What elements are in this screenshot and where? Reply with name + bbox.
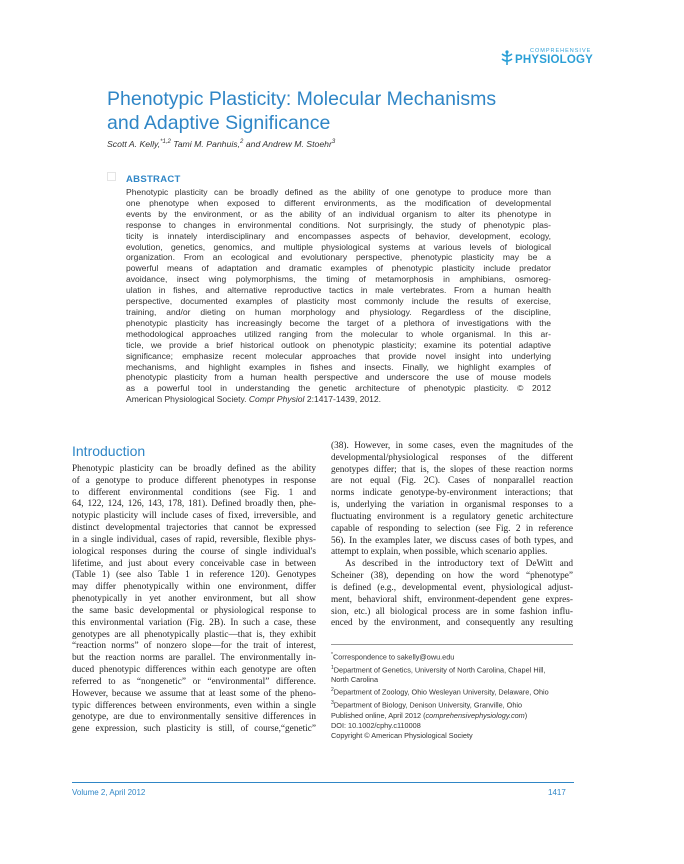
body-text-line: (38). However, in some cases, even the magnitudes of the (331, 441, 573, 451)
body-text-line: duced phenotypic differences within each genotype are often (72, 665, 316, 676)
abstract-line: ticle, we provide a brief historical outlook on phenotypic plasticity; examine its potential adaptive (126, 339, 551, 350)
paragraph-right-b (331, 559, 573, 630)
body-text-line: are not equal (Fig. 2C). Cases of nonparallel reaction (331, 476, 573, 487)
body-text-line: notypic plasticity will include cases of fixed, irreversible, and (72, 511, 316, 522)
body-text-line: As described in the introductory text of DeWitt and (345, 559, 573, 570)
footnote-doi: DOI: 10.1002/cphy.c110008 (331, 720, 421, 730)
body-text-line: genotypes are all phenotypically plastic—that is, they exhibit (72, 629, 316, 640)
author-list (107, 139, 335, 149)
body-text-line: the same basic developmental or physiological response to (72, 605, 316, 616)
footer-rule (72, 782, 574, 783)
body-text-line: may differ phenotypically within one environment, differ (72, 582, 316, 593)
abstract-line: ticity is innately interdisciplinary and encompasses aspects of behavior, development, ecology, (126, 230, 551, 241)
abstract-line: one phenotype when exposed to different environments, as the modification of developmental (126, 197, 551, 208)
body-text-line: is defined (e.g., developmental event, physiological adjust- (331, 582, 573, 593)
footnote-divider (331, 644, 573, 645)
footnote-affiliation-2: $^2$Department of Zoology, Ohio Wesleyan University, Delaware, Ohio (331, 687, 549, 697)
abstract-heading: ABSTRACT (126, 174, 181, 185)
abstract-line: methodological approaches utilized ranging from the molecular to whole organismal. In this ar- (126, 328, 551, 339)
body-text-line: 56). In the examples later, we discuss cases of both types, and (331, 535, 573, 546)
abstract-body (126, 187, 551, 405)
abstract-line: events by the environment, or as the ability of an individual organism to alter its phenotype in (126, 208, 551, 219)
section-heading-introduction: Introduction (72, 443, 146, 459)
footnote-correspondence: *Correspondence to sakelly@owu.edu (331, 652, 455, 662)
body-text-line: of a genotype to produce different phenotypes in response (72, 475, 316, 486)
body-text-line: 64, 122, 124, 126, 143, 178, 181). Defined broadly then, phe- (72, 499, 316, 510)
body-text-line: norms indicate genotype-by-environment interactions; that (331, 488, 573, 499)
author-affiliation-mark: 2 (240, 139, 244, 146)
abstract-line: response to changes in environmental conditions. Not surprisingly, the study of phenotypic plas- (126, 219, 551, 230)
abstract-line: powerful means of adaptation and dramatic examples of phenotypic plasticity include predator (126, 263, 551, 274)
body-text-line: Phenotypic plasticity can be broadly defined as the ability (72, 464, 316, 474)
footnote-affiliation-1: $^1$Department of Genetics, University of North Carolina, Chapel Hill, North Carolina (331, 664, 546, 685)
body-text-line: ment, behavioral shift, environment-dependent gene expres- (331, 594, 573, 605)
title-line: and Adaptive Significance (107, 112, 331, 134)
body-text-line: iological responses during the course of single individual's (72, 546, 316, 557)
journal-logo (500, 48, 680, 74)
body-text-line: lifetime, and just about every conceivable case in between (72, 558, 316, 569)
title-line: Phenotypic Plasticity: Molecular Mechanisms (107, 88, 497, 110)
abstract-line: American Physiological Society. Compr Physiol 2:1417-1439, 2012. (126, 394, 381, 405)
article-title (107, 87, 567, 135)
abstract-line: ulation in fishes, and alternative reproductive tactics in male vertebrates. From a human health (126, 285, 551, 296)
body-text-line: in a single individual, cases of rapid, reversible, flexible phys- (72, 534, 316, 545)
abstract-line: phenotypic plasticity has increasingly become the target of a plethora of investigations with the (126, 317, 551, 328)
body-text-line: enced by the environment, and consequently any resulting (331, 618, 573, 629)
body-text-line: to different environmental conditions (see Fig. 1 and (72, 487, 316, 498)
abstract-line: evolution, genetics, genomics, and multiple physiological systems at various levels of biological (126, 241, 551, 252)
abstract-line: significance; emphasize recent molecular approaches that provide novel insight into underlying (126, 350, 551, 361)
body-text-line: sion, etc.) all biological process are in some fashion influ- (331, 606, 573, 617)
body-text-line: developmental/physiological responses of the different (331, 452, 573, 463)
abstract-marker-icon (107, 172, 116, 181)
abstract-line: Phenotypic plasticity can be broadly defined as the ability of one genotype to produce more than (126, 187, 551, 197)
body-text-line: gene expression, such plasticity is still, of course,“genetic” (72, 724, 316, 735)
body-text-line: this environmental variation (Fig. 2B). In such a case, these (72, 617, 316, 628)
body-text-line: “reaction norms” of nonzero slope—for the trait of interest, (72, 641, 316, 652)
column-right (331, 441, 573, 630)
body-text-line: capable of responding to selection (see Fig. 2 in reference (331, 523, 573, 534)
body-text-line: Scheiner (38), depending on how the word “phenotype” (331, 571, 573, 582)
footnote-published: Published online, April 2012 (comprehensivephysiology.com) (331, 710, 528, 720)
body-text-line: However, because we assume that at least some of the pheno- (72, 688, 316, 699)
journal-logo-main: PHYSIOLOGY (515, 54, 594, 66)
author-affiliation-mark: *1,2 (160, 139, 171, 146)
column-left (72, 464, 316, 736)
abstract-line: phenotypic plasticity from a human health perspective and underscore the use of mouse models (126, 372, 551, 383)
abstract-line: perspective, documented examples of plasticity most commonly include the results of exercise, (126, 296, 551, 307)
body-text-line: phenotypically in yet another environment, but all show (72, 594, 316, 605)
abstract-line: avoidance, insect wing polymorphisms, the timing of metamorphosis in amphibians, osmoreg- (126, 274, 551, 285)
author-name: Scott A. Kelly, (107, 139, 161, 149)
body-text-line: genotypes differ; that is, the slopes of these reaction norms (331, 464, 573, 475)
body-text-line: attempt to explain, when possible, which scenario applies. (331, 547, 548, 558)
body-text-line: typic differences between environments, even within a single (72, 700, 316, 711)
abstract-line: organization. From an ecological and evolutionary perspective, phenotypic plasticity may be a (126, 252, 551, 263)
footer-volume: Volume 2, April 2012 (72, 788, 146, 797)
footnotes (331, 650, 581, 741)
footnote-affiliation-3: $^3$Department of Biology, Denison University, Granville, Ohio (331, 700, 523, 710)
abstract-line: as a powerful tool in understanding the genetic architecture of phenotypic plasticity. © 2012 (126, 383, 551, 394)
body-text-line: referred to as “nongenetic” or “environmental” difference. (72, 676, 316, 687)
journal-logo-top: COMPREHENSIVE (530, 48, 592, 54)
author-name: Tami M. Panhuis, (173, 139, 241, 149)
author-name: and Andrew M. Stoehr (245, 139, 332, 149)
body-text-line: distinct developmental trajectories that cannot be expressed (72, 523, 316, 534)
body-text-line: but the reaction norms are parallel. The environmentally in- (72, 653, 316, 664)
body-text-line: (Table 1) (see also Table 1 in reference 120). Genotypes (72, 570, 316, 581)
body-text-line: is, underlying the variation in organismal responses to a (331, 500, 573, 511)
author-affiliation-mark: 3 (331, 139, 336, 146)
body-text-line: fluctuating environment is a regulatory genetic architecture (331, 511, 573, 522)
body-text-line: genotype, are due to environmentally sensitive differences in (72, 712, 316, 723)
footer-page-number: 1417 (548, 788, 566, 797)
footnote-copyright: Copyright © American Physiological Society (331, 731, 473, 741)
paragraph-right-a (331, 441, 573, 559)
abstract-line: training, and/or dieting on human morphology and physiology. Regardless of the discipline, (126, 306, 551, 317)
journal-logo-mark-icon (500, 50, 514, 66)
abstract-line: mechanisms, and highlight examples in fishes and insects. Finally, we highlight examples of (126, 361, 551, 372)
